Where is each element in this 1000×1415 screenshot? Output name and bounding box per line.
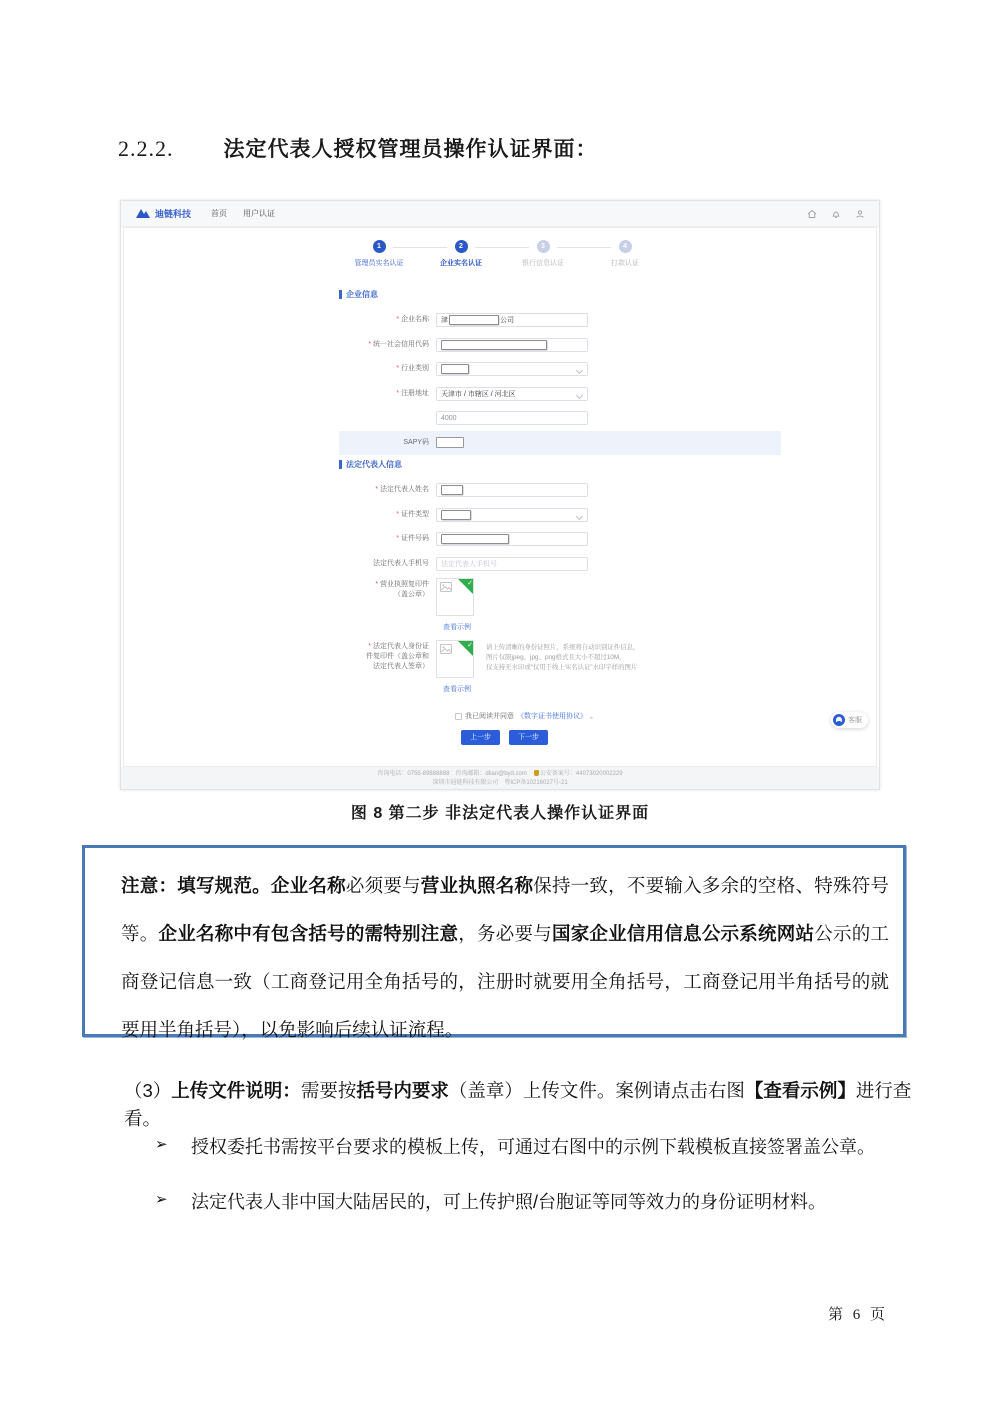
agreement-text-suffix: 。 xyxy=(590,713,597,720)
para3-run: 进行查看。 xyxy=(124,1080,912,1129)
nav-item-user-auth[interactable]: 用户认证 xyxy=(243,209,276,218)
business-licence-thumbnail[interactable] xyxy=(436,578,474,616)
headset-icon xyxy=(833,714,845,726)
sapy-code-input[interactable] xyxy=(436,437,464,448)
para3-run: 括号内要求 xyxy=(356,1080,449,1101)
business-licence-label: * 营业执照复印件 （盖公章） xyxy=(339,578,436,616)
legal-name-label: * 法定代表人姓名 xyxy=(339,485,436,495)
agreement-link[interactable]: 《数字证书使用协议》 xyxy=(517,713,587,720)
form-buttons xyxy=(461,730,781,745)
field-business-licence-upload xyxy=(339,578,781,616)
step-1-label: 管理员实名认证 xyxy=(354,260,404,267)
address-detail-input[interactable] xyxy=(436,411,588,425)
para3-run: （盖章）上传文件。案例请点击右图 xyxy=(448,1080,745,1101)
section-company-info: 企业信息 xyxy=(339,288,781,300)
field-legal-phone xyxy=(339,552,781,577)
legal-phone-placeholder: 法定代表人手机号 xyxy=(441,560,497,568)
note-run: 注意：填写规范。 xyxy=(121,875,271,896)
footer-line-1: 咨询电话：0755-89888888 咨询邮箱：dlian@byd.com 公安备案号：44073020002229 xyxy=(377,771,623,777)
step-admin-auth[interactable] xyxy=(338,240,420,268)
reg-address-value: 天津市 / 市辖区 / 河北区 xyxy=(441,390,516,398)
reg-address-label: * 注册地址 xyxy=(339,389,436,399)
note-run: 企业名称 xyxy=(270,875,346,896)
section-number: 2.2.2. xyxy=(118,136,174,161)
note-run: ，务必要与 xyxy=(458,923,552,944)
para3-run: （3） xyxy=(124,1080,172,1101)
footer-line-2: 深圳市迪链科技有限公司 粤ICP备10216027号-21 xyxy=(432,779,568,786)
navbar xyxy=(121,201,879,227)
brand[interactable] xyxy=(135,207,191,220)
step-4-label: 打款认证 xyxy=(611,260,639,267)
site-footer xyxy=(121,767,879,789)
step-company-auth[interactable] xyxy=(420,240,502,268)
view-example-link-1[interactable]: 查看示例 xyxy=(443,624,471,631)
company-name-label: * 企业名称 xyxy=(339,315,436,325)
main-card xyxy=(123,227,877,767)
credit-code-input[interactable] xyxy=(436,338,588,352)
redaction-box xyxy=(441,510,471,520)
arrow-bullet-icon: ➢ xyxy=(155,1136,168,1153)
para3-run: 【查看示例】 xyxy=(744,1080,856,1101)
reg-address-select[interactable] xyxy=(436,387,588,401)
redaction-box xyxy=(449,315,499,325)
brand-name: 迪链科技 xyxy=(155,209,192,219)
field-credit-code xyxy=(339,333,781,358)
section-title: 法定代表人授权管理员操作认证界面： xyxy=(223,138,598,161)
police-badge-icon xyxy=(534,770,539,776)
field-id-type xyxy=(339,503,781,528)
note-run: 国家企业信用信息公示系统网站 xyxy=(551,923,815,944)
step-bank-auth[interactable] xyxy=(502,240,584,268)
note-run: 企业名称中有包含括号的需特别注意 xyxy=(158,923,459,944)
note-run: 公示的工商登记信息一致（工商登记用全角括号的，注册时就要用全角括号，工商登记用半角括号的就要用半角括号），以免影响后续认证流程。 xyxy=(121,923,889,1040)
step-1-dot: 1 xyxy=(373,240,386,253)
field-reg-address xyxy=(339,382,781,407)
section-legal-rep-info: 法定代表人信息 xyxy=(339,458,781,470)
upload-success-corner-icon xyxy=(458,641,473,656)
id-number-label: * 证件号码 xyxy=(339,534,436,544)
redaction-box xyxy=(441,485,463,495)
sapy-code-label: SAPY码 xyxy=(403,438,429,446)
id-type-select[interactable] xyxy=(436,508,588,522)
next-step-button[interactable]: 下一步 xyxy=(509,730,548,745)
id-type-label: * 证件类型 xyxy=(339,510,436,520)
id-number-input[interactable] xyxy=(436,532,588,546)
step-2-label: 企业实名认证 xyxy=(440,260,482,267)
bullet-item xyxy=(155,1133,915,1159)
brand-logo-icon xyxy=(135,208,151,220)
note-run: 营业执照名称 xyxy=(420,875,534,896)
upload-success-corner-icon xyxy=(458,579,473,594)
field-company-name xyxy=(339,308,781,333)
arrow-bullet-icon: ➢ xyxy=(155,1191,168,1208)
redaction-box xyxy=(441,364,469,374)
figure-caption: 图 8 第二步 非法定代表人操作认证界面 xyxy=(350,805,650,822)
step-4-dot: 4 xyxy=(619,240,632,253)
customer-service-label: 客服 xyxy=(848,717,862,724)
company-name-prefix: 津 xyxy=(441,317,448,325)
customer-service-widget[interactable] xyxy=(831,712,868,728)
section-heading xyxy=(118,133,598,163)
nav-icons xyxy=(807,209,865,219)
address-detail-value: 4000 xyxy=(441,414,457,422)
upload-instructions-paragraph xyxy=(124,1077,914,1133)
step-payment-auth[interactable] xyxy=(584,240,666,268)
redaction-box xyxy=(441,340,547,350)
field-legal-id-upload xyxy=(339,640,781,678)
agreement-checkbox[interactable] xyxy=(455,713,462,720)
agreement-text-prefix: 我已阅读并同意 xyxy=(465,713,514,720)
legal-id-label: * 法定代表人身份证 件复印件（盖公章和 法定代表人签章） xyxy=(339,640,436,678)
bullet-text: 授权委托书需按平台要求的模板上传，可通过右图中的示例下载模板直接签署盖公章。 xyxy=(191,1137,875,1157)
para3-run: 需要按 xyxy=(300,1080,357,1101)
page-number: 第 6 页 xyxy=(828,1307,889,1323)
legal-phone-input[interactable] xyxy=(436,557,588,571)
company-name-input[interactable] xyxy=(436,313,588,327)
step-3-label: 银行信息认证 xyxy=(522,260,564,267)
field-sapy-code xyxy=(339,431,781,456)
field-legal-name xyxy=(339,478,781,503)
redaction-box xyxy=(441,534,509,544)
field-industry xyxy=(339,357,781,382)
company-name-suffix: 公司 xyxy=(500,317,514,325)
note-box xyxy=(82,845,906,1040)
agreement-row xyxy=(455,710,781,722)
bullet-item xyxy=(155,1188,915,1214)
view-example-link-2[interactable]: 查看示例 xyxy=(443,686,471,693)
legal-id-thumbnail[interactable] xyxy=(436,640,474,678)
step-3-dot: 3 xyxy=(537,240,550,253)
para3-run: 上传文件说明： xyxy=(171,1080,301,1101)
step-2-dot: 2 xyxy=(455,240,468,253)
home-icon[interactable] xyxy=(807,209,817,219)
legal-name-input[interactable] xyxy=(436,483,588,497)
nav-item-home[interactable]: 首页 xyxy=(211,209,228,218)
note-run: 必须要与 xyxy=(345,875,421,896)
upload-hint-text: 请上传清晰的身份证照片，系统将自动识别证件信息， 图片仅限jpeg、jpg、png格式且大小不超过10M， 仅支持无水印或“仅用于线上实名认证”水印字样的图片 xyxy=(486,644,640,671)
nav-menu xyxy=(211,208,275,219)
screenshot-figure xyxy=(120,200,880,790)
bullet-text: 法定代表人非中国大陆居民的，可上传护照/台胞证等同等效力的身份证明材料。 xyxy=(191,1192,826,1212)
prev-step-button[interactable]: 上一步 xyxy=(461,730,500,745)
user-icon[interactable] xyxy=(855,209,865,219)
note-run: 保持一致，不要输入多余的空格、特殊符号等。 xyxy=(121,875,889,944)
field-address-detail xyxy=(339,406,781,431)
auth-form xyxy=(339,288,781,745)
legal-phone-label: 法定代表人手机号 xyxy=(373,559,429,567)
credit-code-label: * 统一社会信用代码 xyxy=(339,340,436,350)
industry-select[interactable] xyxy=(436,362,588,376)
stepper xyxy=(338,240,666,268)
bell-icon[interactable] xyxy=(831,209,841,219)
industry-label: * 行业类别 xyxy=(339,364,436,374)
field-id-number xyxy=(339,527,781,552)
